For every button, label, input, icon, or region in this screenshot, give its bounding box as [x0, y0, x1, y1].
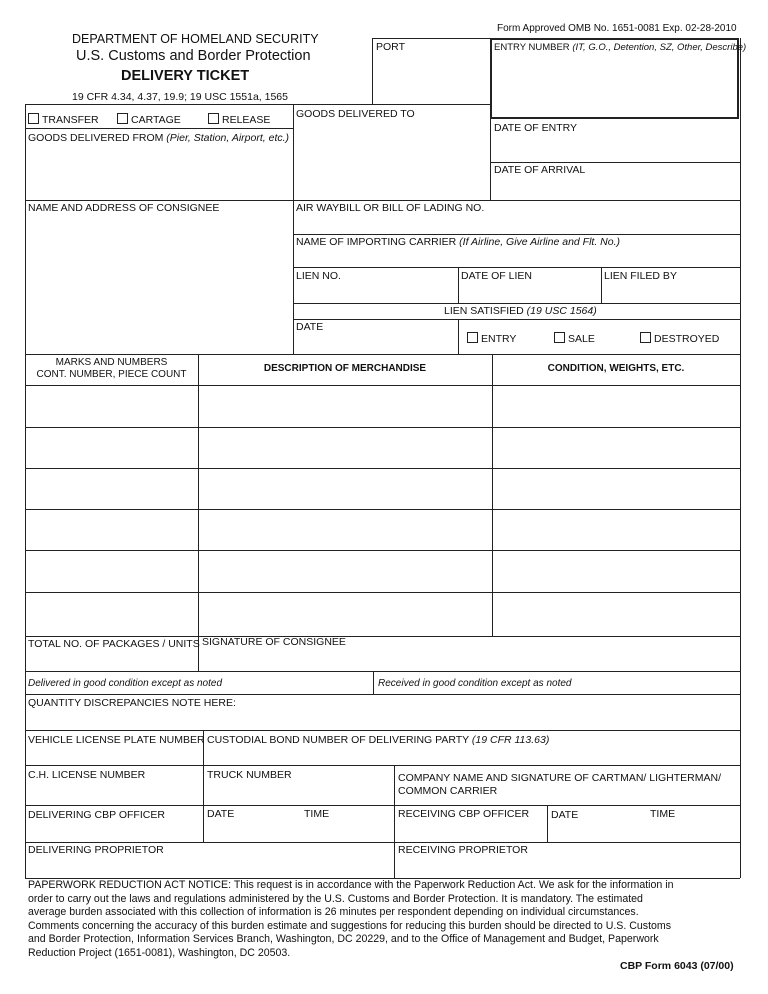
agency-department: DEPARTMENT OF HOMELAND SECURITY — [72, 32, 319, 46]
goods-delivered-from-label: GOODS DELIVERED FROM (Pier, Station, Airport, etc.) — [28, 132, 290, 144]
quantity-discrepancies-label: QUANTITY DISCREPANCIES NOTE HERE: — [28, 697, 236, 709]
entry-number-label: ENTRY NUMBER (IT, G.O., Detention, SZ, Other, Describe) — [494, 42, 747, 53]
cartage-checkbox[interactable]: CARTAGE — [117, 113, 181, 126]
description-header: DESCRIPTION OF MERCHANDISE — [263, 363, 427, 374]
custodial-bond-label: CUSTODIAL BOND NUMBER OF DELIVERING PARTY (19 CFR 113.63) — [207, 734, 550, 746]
consignee-label: NAME AND ADDRESS OF CONSIGNEE — [28, 202, 220, 214]
lien-no-label: LIEN NO. — [296, 270, 341, 282]
delivering-time-label: TIME — [304, 808, 330, 820]
date-of-arrival-label: DATE OF ARRIVAL — [494, 164, 586, 176]
delivering-proprietor-label: DELIVERING PROPRIETOR — [28, 844, 164, 856]
transfer-checkbox[interactable]: TRANSFER — [28, 113, 99, 126]
lien-date-label: DATE — [296, 321, 324, 333]
form-title: DELIVERY TICKET — [121, 68, 250, 84]
condition-header: CONDITION, WEIGHTS, ETC. — [547, 363, 685, 374]
receiving-officer-label: RECEIVING CBP OFFICER — [398, 808, 530, 820]
entry-checkbox[interactable]: ENTRY — [467, 332, 516, 345]
importing-carrier-label: NAME OF IMPORTING CARRIER (If Airline, Give Airline and Flt. No.) — [296, 236, 621, 248]
lien-filed-by-label: LIEN FILED BY — [604, 270, 677, 282]
port-label: PORT — [376, 41, 405, 53]
airwaybill-label: AIR WAYBILL OR BILL OF LADING NO. — [296, 202, 485, 214]
date-of-entry-label: DATE OF ENTRY — [494, 122, 578, 134]
total-packages-label: TOTAL NO. OF PACKAGES / UNITS — [28, 638, 200, 650]
signature-consignee-label: SIGNATURE OF CONSIGNEE — [202, 636, 346, 648]
delivering-date-label: DATE — [207, 808, 235, 820]
receiving-time-label: TIME — [650, 808, 676, 820]
ch-license-label: C.H. LICENSE NUMBER — [28, 769, 146, 781]
agency-name: U.S. Customs and Border Protection — [76, 48, 311, 64]
cfr-citation: 19 CFR 4.34, 4.37, 19.9; 19 USC 1551a, 1565 — [72, 91, 288, 103]
receiving-date-label: DATE — [551, 809, 579, 821]
goods-delivered-to-label: GOODS DELIVERED TO — [296, 108, 415, 120]
form-approved-text: Form Approved OMB No. 1651-0081 Exp. 02-28-2010 — [497, 23, 737, 34]
received-good-condition: Received in good condition except as noted — [378, 678, 572, 689]
marks-numbers-header: MARKS AND NUMBERS CONT. NUMBER, PIECE COUNT — [36, 357, 187, 380]
receiving-proprietor-label: RECEIVING PROPRIETOR — [398, 844, 528, 856]
paperwork-notice: PAPERWORK REDUCTION ACT NOTICE: This request is in accordance with the Paperwork Reduction Act. We ask for the information in order to carry out the laws and regulations administered by the U.S. Customs and Border Protection. It is mandatory. The estimated average burden associated with this collection of information is 26 minutes per respondent depending on individual circumstances. Comments concerning the accuracy of this burden estimate and suggestions for reducing this burden should be directed to U.S. Customs and Border Protection, Information Services Branch, Washington, DC 20229, and to the Office of Management and Budget, Paperwork Reduction Project (1651-0081), Washington, DC 20503. — [28, 879, 674, 959]
lien-satisfied-label: LIEN SATISFIED (19 USC 1564) — [444, 305, 597, 317]
destroyed-checkbox[interactable]: DESTROYED — [640, 332, 719, 345]
date-of-lien-label: DATE OF LIEN — [461, 270, 532, 282]
company-signature-label: COMPANY NAME AND SIGNATURE OF CARTMAN/ LIGHTERMAN/ COMMON CARRIER — [398, 772, 722, 797]
release-checkbox[interactable]: RELEASE — [208, 113, 270, 126]
form-number: CBP Form 6043 (07/00) — [620, 960, 734, 972]
truck-number-label: TRUCK NUMBER — [207, 769, 292, 781]
sale-checkbox[interactable]: SALE — [554, 332, 595, 345]
delivering-officer-label: DELIVERING CBP OFFICER — [28, 809, 165, 821]
vehicle-plate-label: VEHICLE LICENSE PLATE NUMBER — [28, 734, 205, 746]
delivered-good-condition: Delivered in good condition except as noted — [28, 678, 223, 689]
